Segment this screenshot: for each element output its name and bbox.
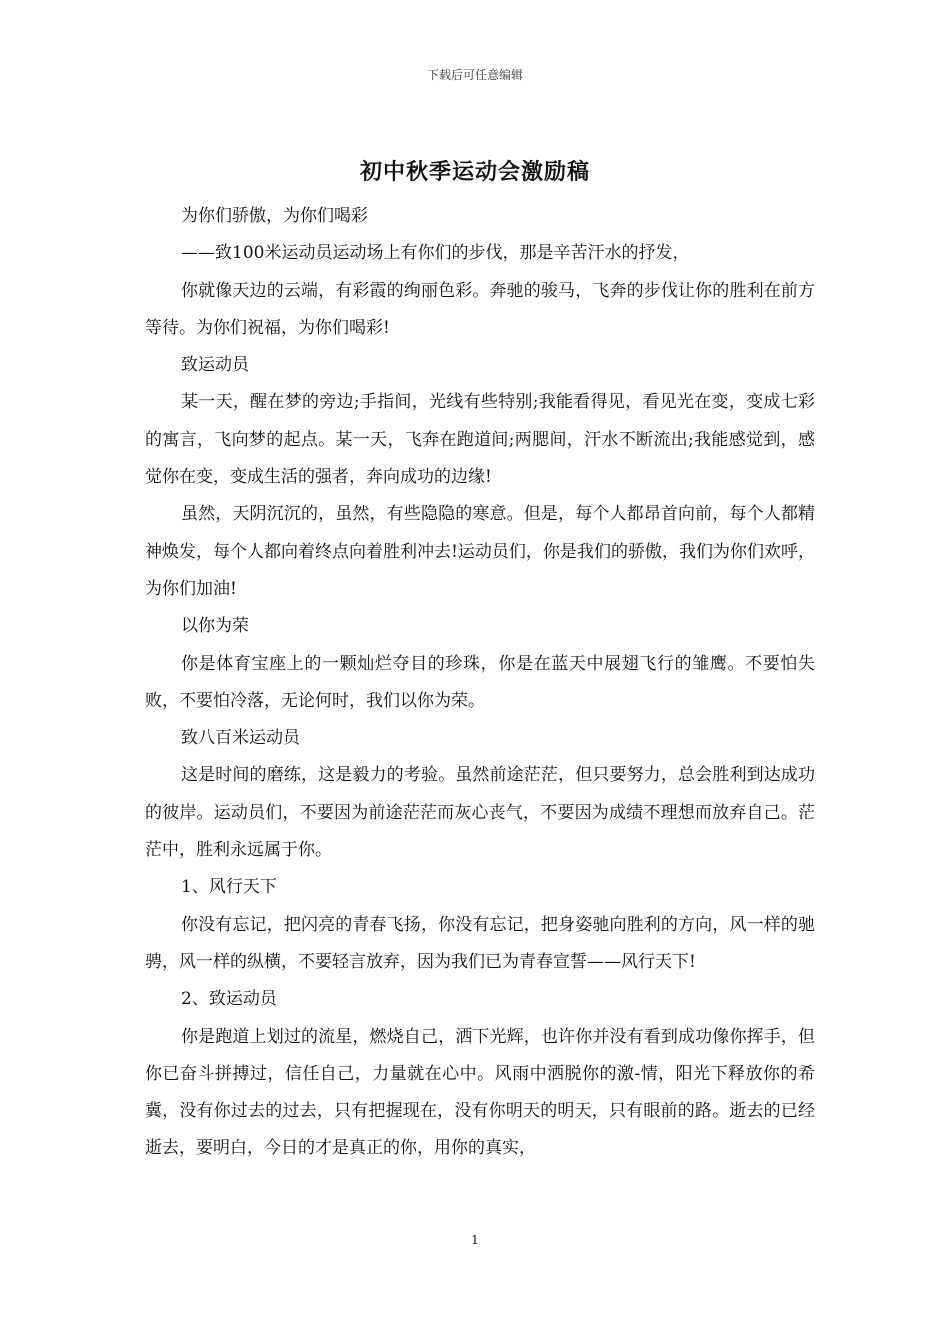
paragraph: 这是时间的磨练，这是毅力的考验。虽然前途茫茫，但只要努力，总会胜利到达成功的彼岸。运动员们，不要因为前途茫茫而灰心丧气，不要因为成绩不理想而放弃自己。茫茫中，胜利永远属于你。: [145, 765, 815, 861]
paragraph: 2、致运动员: [181, 989, 277, 1010]
page-number: 1: [471, 1233, 479, 1247]
paragraph: 你就像天边的云端，有彩霞的绚丽色彩。奔驰的骏马，飞奔的步伐让你的胜利在前方等待。为你们祝福，为你们喝彩!: [145, 280, 815, 338]
paragraph: 为你们骄傲，为你们喝彩: [181, 206, 368, 226]
document-title: 初中秋季运动会激励稿: [359, 159, 590, 185]
paragraph: 以你为荣: [181, 616, 249, 637]
paragraph: ——致100米运动员运动场上有你们的步伐，那是辛苦汗水的抒发，: [181, 243, 690, 264]
page-header-note: 下载后可任意编辑: [426, 68, 523, 82]
paragraph: 虽然，天阴沉沉的，虽然，有些隐隐的寒意。但是，每个人都昂首向前，每个人都精神焕发，每个人都向着终点向着胜利冲去!运动员们，你是我们的骄傲，我们为你们欢呼，为你们加油!: [145, 504, 815, 599]
paragraph: 你是体育宝座上的一颗灿烂夺目的珍珠，你是在蓝天中展翅飞行的雏鹰。不要怕失败，不要怕冷落，无论何时，我们以你为荣。: [145, 653, 815, 711]
paragraph: 你是跑道上划过的流星，燃烧自己，洒下光辉，也许你并没有看到成功像你挥手，但你已奋斗拼搏过，信任自己，力量就在心中。风雨中洒脱你的激-情，阳光下释放你的希冀，没有你过去的过去，只有把握现在，没有你明天的明天，只有眼前的路。逝去的已经逝去，要明白，今日的才是真正的你，用你的真实，: [145, 1026, 815, 1159]
paragraph: 致八百米运动员: [181, 728, 300, 749]
document-body: [145, 198, 815, 1168]
paragraph: 1、风行天下: [181, 877, 277, 898]
paragraph: 你没有忘记，把闪亮的青春飞扬，你没有忘记，把身姿驰向胜利的方向，风一样的驰骋，风一样的纵横，不要轻言放弃，因为我们已为青春宣誓——风行天下!: [145, 914, 815, 972]
paragraph: 某一天，醒在梦的旁边;手指间，光线有些特别;我能看得见，看见光在变，变成七彩的寓言，飞向梦的起点。某一天，飞奔在跑道间;两腮间，汗水不断流出;我能感觉到，感觉你在变，变成生活的强者，奔向成功的边缘!: [145, 392, 815, 488]
paragraph: 致运动员: [181, 355, 249, 376]
